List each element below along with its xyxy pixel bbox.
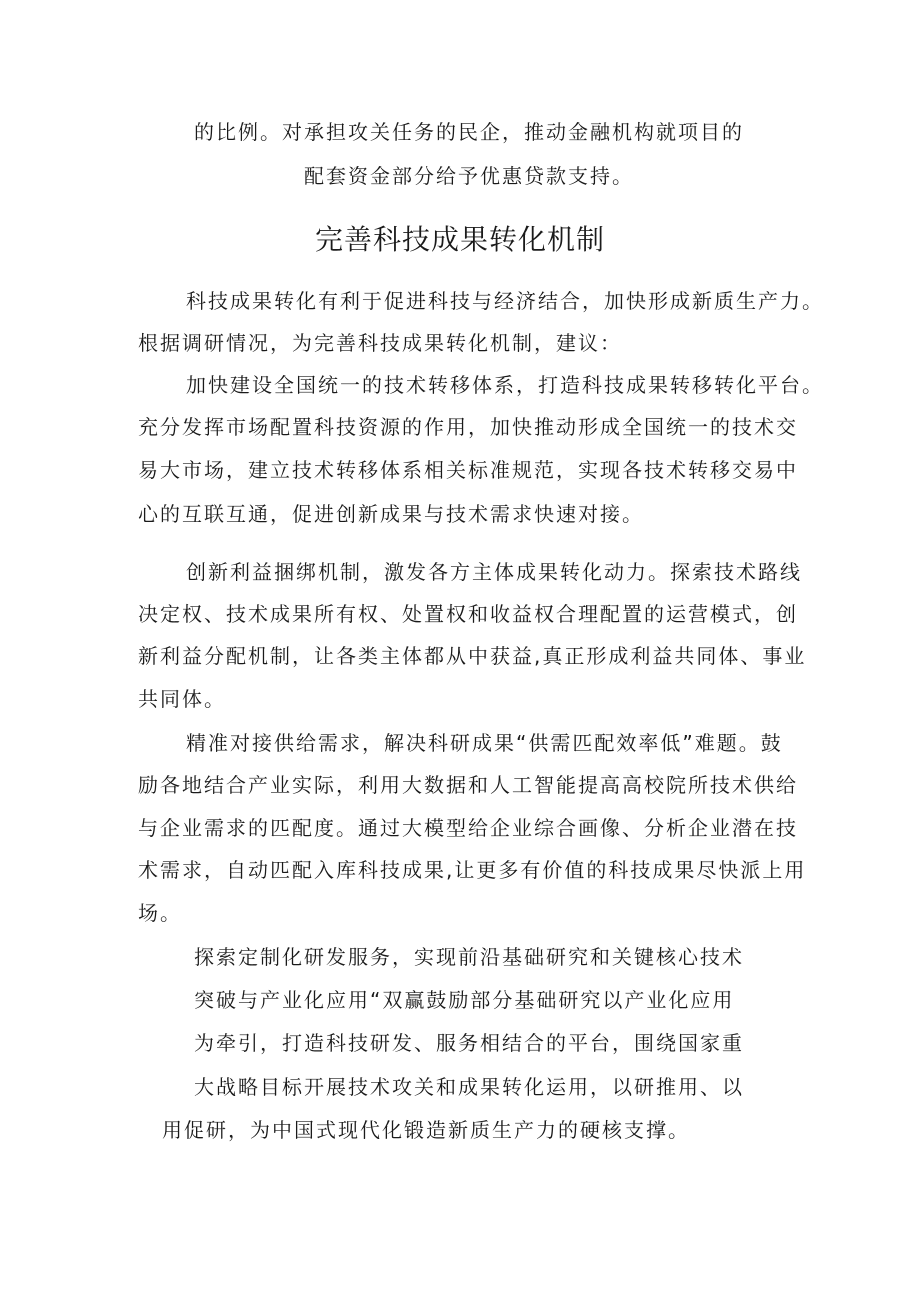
platform-line-1: 加快建设全国统一的技术转移体系，打造科技成果转移转化平台。	[186, 373, 824, 397]
custom-line-3: 为牵引，打造科技研发、服务相结合的平台，围绕国家重	[194, 1031, 744, 1055]
matching-line-5: 场。	[138, 901, 182, 925]
benefit-line-4: 共同体。	[138, 687, 226, 711]
platform-line-2: 充分发挥市场配置科技资源的作用，加快推动形成全国统一的技术交	[138, 415, 798, 439]
platform-line-3: 易大市场，建立技术转移体系相关标准规范，实现各技术转移交易中	[138, 458, 798, 482]
matching-line-3: 与企业需求的匹配度。通过大模型给企业综合画像、分析企业潜在技	[138, 816, 798, 840]
benefit-line-3: 新利益分配机制，让各类主体都从中获益,真正形成利益共同体、事业	[138, 644, 807, 668]
custom-line-4: 大战略目标开展技术攻关和成果转化运用，以研推用、以	[194, 1075, 744, 1099]
custom-line-2: 突破与产业化应用“双赢鼓励部分基础研究以产业化应用	[194, 988, 735, 1012]
custom-line-1: 探索定制化研发服务，实现前沿基础研究和关键核心技术	[194, 945, 744, 969]
intro-line-2: 根据调研情况，为完善科技成果转化机制，建议：	[138, 331, 622, 355]
platform-line-4: 心的互联互通，促进创新成果与技术需求快速对接。	[138, 502, 644, 526]
fragment-line-2: 配套资金部分给予优惠贷款支持。	[304, 164, 634, 188]
fragment-line-1: 的比例。对承担攻关任务的民企，推动金融机构就项目的	[194, 120, 744, 144]
matching-line-1: 精准对接供给需求，解决科研成果“供需匹配效率低”难题。鼓	[186, 731, 783, 755]
intro-line-1: 科技成果转化有利于促进科技与经济结合，加快形成新质生产力。	[186, 289, 824, 313]
custom-line-5: 用促研，为中国式现代化锻造新质生产力的硬核支撑。	[162, 1118, 690, 1142]
section-title: 完善科技成果转化机制	[314, 223, 605, 256]
benefit-line-2: 决定权、技术成果所有权、处置权和收益权合理配置的运营模式，创	[138, 602, 798, 626]
matching-line-2: 励各地结合产业实际，利用大数据和人工智能提高高校院所技术供给	[138, 773, 798, 797]
benefit-line-1: 创新利益捆绑机制，激发各方主体成果转化动力。探索技术路线	[186, 560, 802, 584]
matching-line-4: 术需求，自动匹配入库科技成果,让更多有价值的科技成果尽快派上用	[138, 858, 807, 882]
